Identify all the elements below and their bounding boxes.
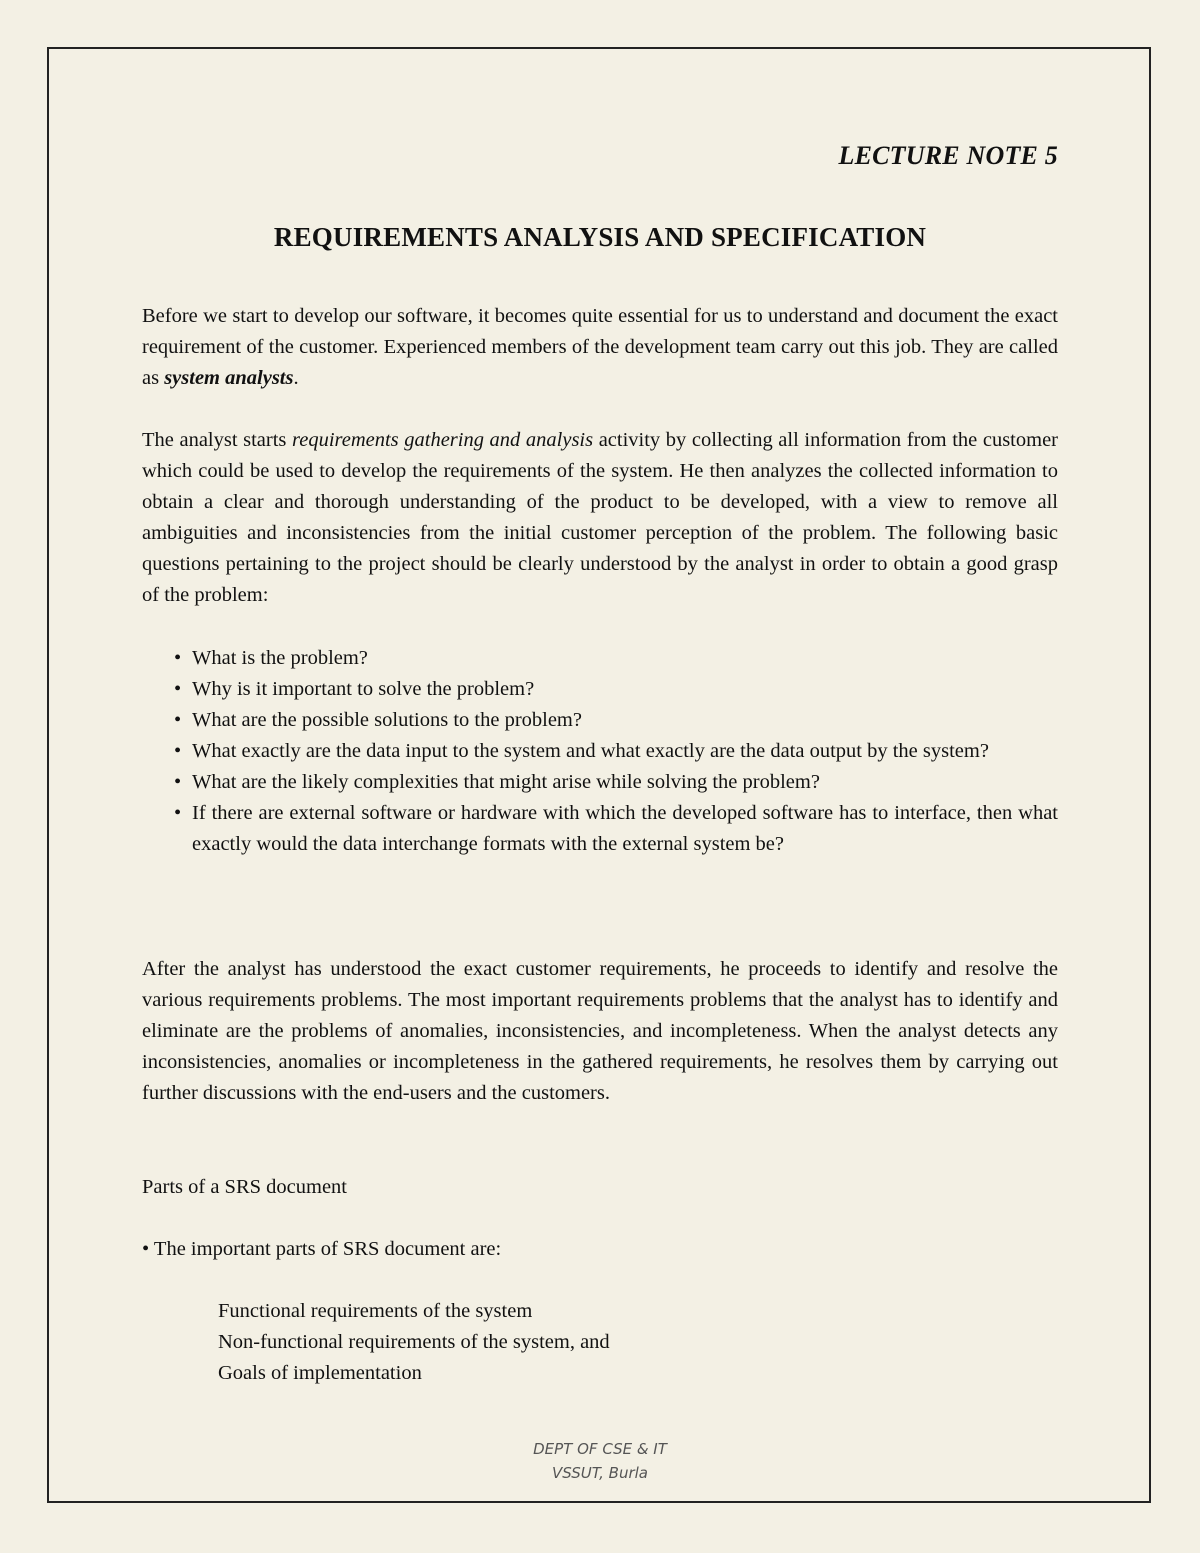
page-title: REQUIREMENTS ANALYSIS AND SPECIFICATION [273, 222, 927, 252]
list-item [174, 798, 1058, 860]
analysis-emphasis: requirements gathering and analysis [292, 429, 594, 451]
page-footer [0, 1437, 1200, 1485]
list-item: Goals of implementation [218, 1362, 422, 1384]
list-item [174, 705, 1058, 736]
intro-emphasis: system analysts [164, 367, 294, 389]
list-item [174, 767, 1058, 798]
footer-institution: VSSUT, Burla [552, 1464, 648, 1482]
question-text: What are the possible solutions to the problem? [192, 709, 582, 731]
srs-heading: Parts of a SRS document [142, 1176, 347, 1198]
question-text: What exactly are the data input to the system and what exactly are the data output by the system? [192, 740, 989, 762]
resolution-paragraph: After the analyst has understood the exact customer requirements, he proceeds to identify and resolve the various requirements problems. The most important requirements problems that the analyst has to identify and eliminate are the problems of anomalies, inconsistencies, and incompleteness. When the analyst detects any inconsistencies, anomalies or incompleteness in the gathered requirements, he resolves them by carrying out further discussions with the end-users and the customers. [142, 958, 1058, 1104]
bullet-symbol: • [174, 647, 182, 669]
bullet-symbol: • [174, 709, 182, 731]
analysis-paragraph [142, 425, 1058, 611]
lecture-note-label: LECTURE NOTE 5 [838, 141, 1058, 170]
srs-bullet: • The important parts of SRS document are: [142, 1238, 502, 1260]
bullet-symbol: • [174, 802, 182, 824]
question-text: What is the problem? [192, 647, 368, 669]
intro-text-end: . [293, 367, 299, 389]
intro-paragraph [142, 301, 1058, 394]
list-item [174, 736, 1058, 767]
list-item: Non-functional requirements of the system, and [218, 1331, 610, 1353]
list-item: Functional requirements of the system [218, 1300, 533, 1322]
analysis-text-end: activity by collecting all information from the customer which could be used to develop the requirements of the system. He then analyzes the collected information to obtain a clear and thorough understanding of the product to be developed, with a view to remove all ambiguities and inconsistencies from the initial customer perception of the problem. The following basic questions pertaining to the project should be clearly understood by the analyst in order to obtain a good grasp of the problem: [142, 429, 1058, 606]
intro-text: Before we start to develop our software, it becomes quite essential for us to understand and document the exact requirement of the customer. Experienced members of the development team carry out this job. They are called as [142, 305, 1058, 389]
bullet-symbol: • [174, 771, 182, 793]
list-item [174, 643, 1058, 674]
bullet-symbol: • [174, 678, 182, 700]
bullet-symbol: • [174, 740, 182, 762]
question-text: What are the likely complexities that might arise while solving the problem? [192, 771, 820, 793]
srs-parts-list [218, 1296, 610, 1389]
question-text: If there are external software or hardware with which the developed software has to interface, then what exactly would the data interchange formats with the external system be? [192, 802, 1058, 855]
question-text: Why is it important to solve the problem? [192, 678, 535, 700]
footer-department: DEPT OF CSE & IT [533, 1440, 667, 1458]
list-item [174, 674, 1058, 705]
analysis-text: The analyst starts [142, 429, 292, 451]
questions-list [174, 643, 1058, 860]
